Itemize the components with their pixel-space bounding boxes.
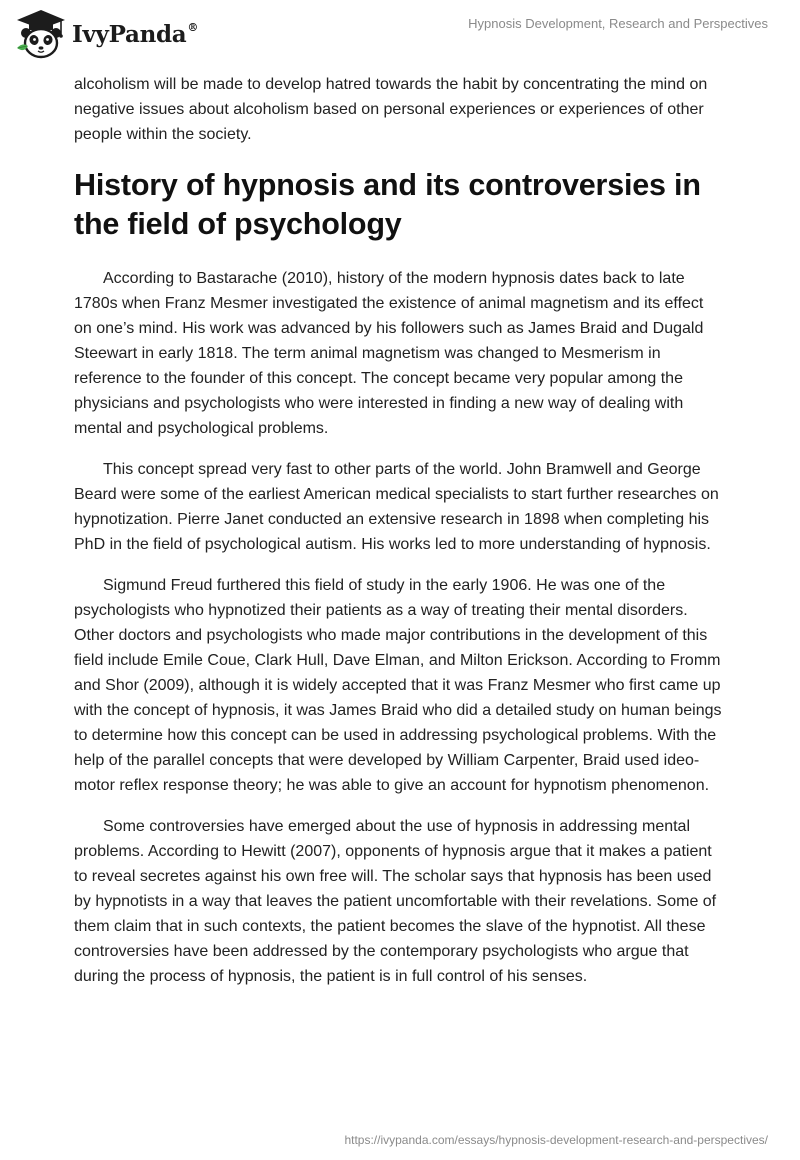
page-header (0, 0, 800, 70)
paragraph-4: Some controversies have emerged about the use of hypnosis in addressing mental problems. According to Hewitt (2007), opponents of hypnosis argue that it makes a patient to reveal secretes against his own free will. The scholar says that hypnosis has been used by hypnotists in a way that leaves the patient uncomfortable with their revelations. Some of them claim that in such contexts, the patient becomes the slave of the hypnotist. All these controversies have been addressed by the contemporary psychologists who argue that during the process of hypnosis, the patient is in full control of his senses. (74, 818, 717, 985)
paragraph-2: This concept spread very fast to other parts of the world. John Bramwell and George Beard were some of the earliest American medical specialists to start further researches on hypnotization. Pierre Janet conducted an extensive research in 1898 when completing his PhD in the field of psychological autism. His works led to more understanding of hypnosis. (74, 461, 719, 553)
paragraph-1: According to Bastarache (2010), history of the modern hypnosis dates back to late 1780s when Franz Mesmer investigated the existence of animal magnetism and its effect on one’s mind. His work was advanced by his followers such as James Braid and Dugald Steewart in early 1818. The term animal magnetism was changed to Mesmerism in reference to the founder of this concept. The concept became very popular among the physicians and psychologists who were interested in finding a new way of dealing with mental and psychological problems. (74, 270, 704, 437)
intro-paragraph: alcoholism will be made to develop hatred towards the habit by concentrating the mind on negative issues about alcoholism based on personal experiences or experiences of other people within the society. (74, 76, 708, 143)
document-title: Hypnosis Development, Research and Perspectives (468, 16, 768, 31)
ivypanda-logo[interactable] (14, 8, 198, 60)
section-heading: History of hypnosis and its controversies in the field of psychology (74, 168, 701, 241)
essay-body (74, 72, 724, 1005)
source-url[interactable]: https://ivypanda.com/essays/hypnosis-development-research-and-perspectives/ (344, 1133, 768, 1147)
panda-graduate-icon (14, 8, 68, 60)
logo-wordmark: IvyPanda® (72, 20, 199, 48)
paragraph-3: Sigmund Freud furthered this field of study in the early 1906. He was one of the psychologists who hypnotized their patients as a way of treating their mental disorders. Other doctors and psychologists who made major contributions in the development of this field include Emile Coue, Clark Hull, Dave Elman, and Milton Erickson. According to Fromm and Shor (2009), although it is widely accepted that it was Franz Mesmer who first came up with the concept of hypnosis, it was James Braid who did a detailed study on human beings to determine how this concept can be used in addressing psychological problems. With the help of the parallel concepts that were developed by William Carpenter, Braid used ideo-motor reflex response theory; he was able to give an account for hypnotism phenomenon. (74, 577, 722, 794)
